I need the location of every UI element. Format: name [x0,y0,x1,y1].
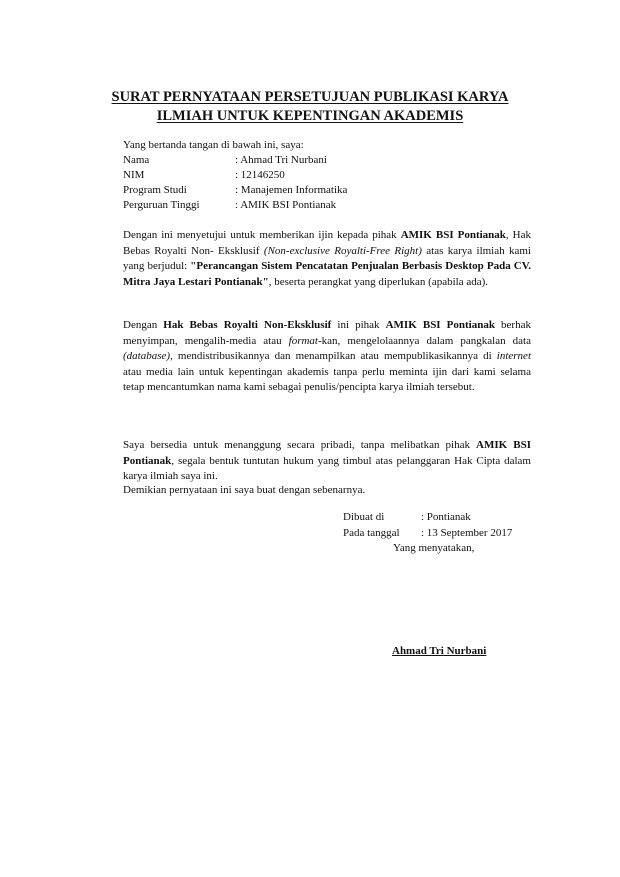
license-name: Hak Bebas Royalti Non-Eksklusif [163,319,332,331]
italic-term: internet [496,350,531,362]
consent-paragraph [123,228,531,290]
text-run: atau media lain untuk kepentingan akademis tanpa perlu meminta ijin dari kami selama tetap mencantumkan nama kami sebagai penulis/pencipta karya ilmiah tersebut. [123,365,531,393]
italic-term: format [288,334,318,347]
identity-value: : 12146250 [235,169,285,181]
institution-name: AMIK BSI Pontianak [123,439,531,467]
declarant-label: Yang menyatakan, [393,542,475,554]
thesis-title: "Perancangan Sistem Pencatatan Penjualan Berbasis Desktop Pada CV. Mitra Jaya Lestari Pontianak" [123,260,531,288]
text-run: Dengan [123,319,164,331]
title-line-2: ILMIAH UNTUK KEPENTINGAN AKADEMIS [156,108,464,124]
liability-paragraph [123,438,531,485]
italic-term: (database) [123,350,171,362]
institution-name: AMIK BSI Pontianak [400,229,506,241]
place-value: : Pontianak [421,511,471,523]
identity-value: : Manajemen Informatika [235,184,348,196]
place-row [343,510,512,526]
text-run: ini pihak [331,319,386,331]
identity-value: : Ahmad Tri Nurbani [235,154,327,166]
text-run: atas karya ilmiah kami yang berjudul: [123,244,531,272]
text-run: Dengan ini menyetujui untuk memberikan ijin kepada pihak [123,229,401,241]
identity-table [123,153,347,213]
date-label: Pada tanggal [343,526,400,539]
title-line-1: SURAT PERNYATAAN PERSETUJUAN PUBLIKASI KARYA [111,89,509,105]
identity-row-nim [123,168,347,183]
document-title [60,88,560,126]
closing-statement: Demikian pernyataan ini saya buat dengan sebenarnya. [123,484,366,496]
license-term: (Non-exclusive Royalti-Free Right) [263,244,422,257]
identity-label: NIM [123,169,145,181]
identity-label: Nama [123,154,150,166]
text-run: , Hak Bebas Royalti Non- Eksklusif [123,229,531,257]
identity-label: Program Studi [123,184,187,196]
identity-row-name [123,153,347,168]
identity-row-program [123,183,347,198]
text-run: , segala bentuk tuntutan hukum yang timbul atas pelanggaran Hak Cipta dalam karya ilmiah saya ini. [123,454,531,482]
intro-text: Yang bertanda tangan di bawah ini, saya: [123,139,304,151]
text-run: berhak menyimpan, mengalih-media atau [123,319,531,347]
text-run: Saya bersedia untuk menanggung secara pribadi, tanpa melibatkan pihak [123,439,477,451]
text-run: , beserta perangkat yang diperlukan (apabila ada). [268,275,489,288]
text-run: -kan, mengelolaannya dalam pangkalan data [318,334,531,347]
text-run: , mendistribusikannya dan menampilkan atau mempublikasikannya di [170,350,497,362]
date-row [343,526,512,542]
date-value: : 13 September 2017 [421,526,513,539]
rights-paragraph [123,318,531,396]
identity-value: : AMIK BSI Pontianak [235,199,337,211]
institution-name: AMIK BSI Pontianak [385,319,495,331]
identity-label: Perguruan Tinggi [123,199,200,211]
signature-block [343,510,512,557]
place-label: Dibuat di [343,511,385,523]
signer-name: Ahmad Tri Nurbani [392,645,487,657]
identity-row-college [123,198,347,213]
